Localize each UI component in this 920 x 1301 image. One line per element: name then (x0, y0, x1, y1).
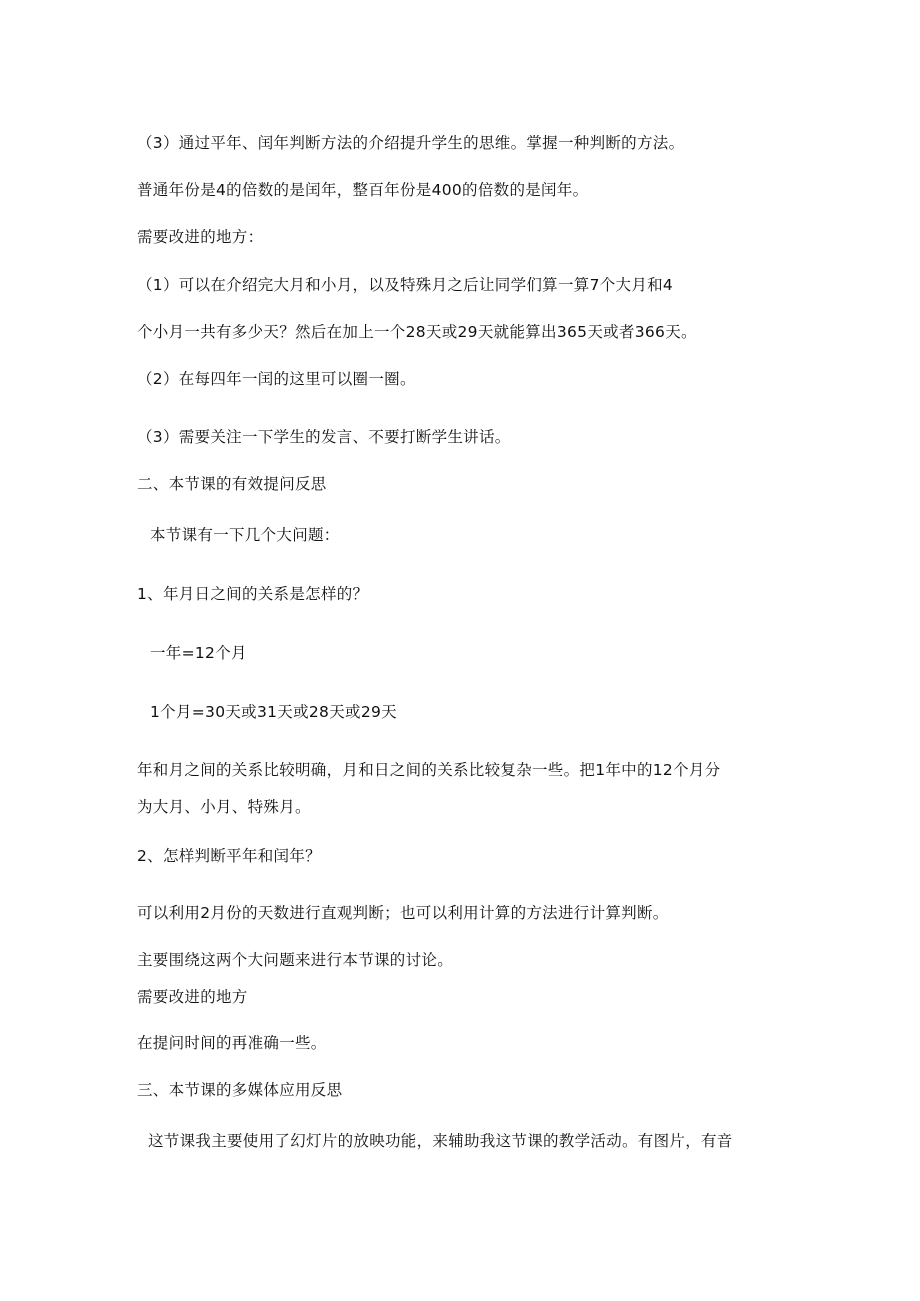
text-line: （3）需要关注一下学生的发言、不要打断学生讲话。 (137, 428, 511, 446)
question-heading: 1、年月日之间的关系是怎样的？ (137, 585, 369, 603)
text-line: （1）可以在介绍完大月和小月，以及特殊月之后让同学们算一算7个大月和4 (137, 276, 674, 294)
text-line: （2）在每四年一闰的这里可以圈一圈。 (137, 370, 416, 388)
text-line: 主要围绕这两个大问题来进行本节课的讨论。 (137, 951, 454, 969)
text-line: 本节课有一下几个大问题： (150, 526, 340, 544)
text-line: 1个月=30天或31天或28天或29天 (150, 703, 397, 721)
text-line: 需要改进的地方： (137, 228, 264, 246)
text-line: 这节课我主要使用了幻灯片的放映功能，来辅助我这节课的教学活动。有图片，有音 (148, 1132, 733, 1150)
text-line: 为大月、小月、特殊月。 (137, 798, 311, 816)
section-heading: 二、本节课的有效提问反思 (137, 475, 327, 493)
section-heading: 三、本节课的多媒体应用反思 (137, 1081, 343, 1099)
text-line: 一年=12个月 (150, 644, 247, 662)
text-line: 在提问时间的再准确一些。 (137, 1034, 327, 1052)
text-line: 需要改进的地方 (137, 988, 248, 1006)
text-line: 普通年份是4的倍数的是闰年，整百年份是400的倍数的是闰年。 (137, 181, 589, 199)
question-heading: 2、怎样判断平年和闰年？ (137, 847, 321, 865)
text-line: （3）通过平年、闰年判断方法的介绍提升学生的思维。掌握一种判断的方法。 (137, 134, 685, 152)
text-line: 年和月之间的关系比较明确，月和日之间的关系比较复杂一些。把1年中的12个月分 (137, 761, 721, 779)
text-line: 可以利用2月份的天数进行直观判断；也可以利用计算的方法进行计算判断。 (137, 904, 669, 922)
text-line: 个小月一共有多少天？然后在加上一个28天或29天就能算出365天或者366天。 (137, 323, 697, 341)
